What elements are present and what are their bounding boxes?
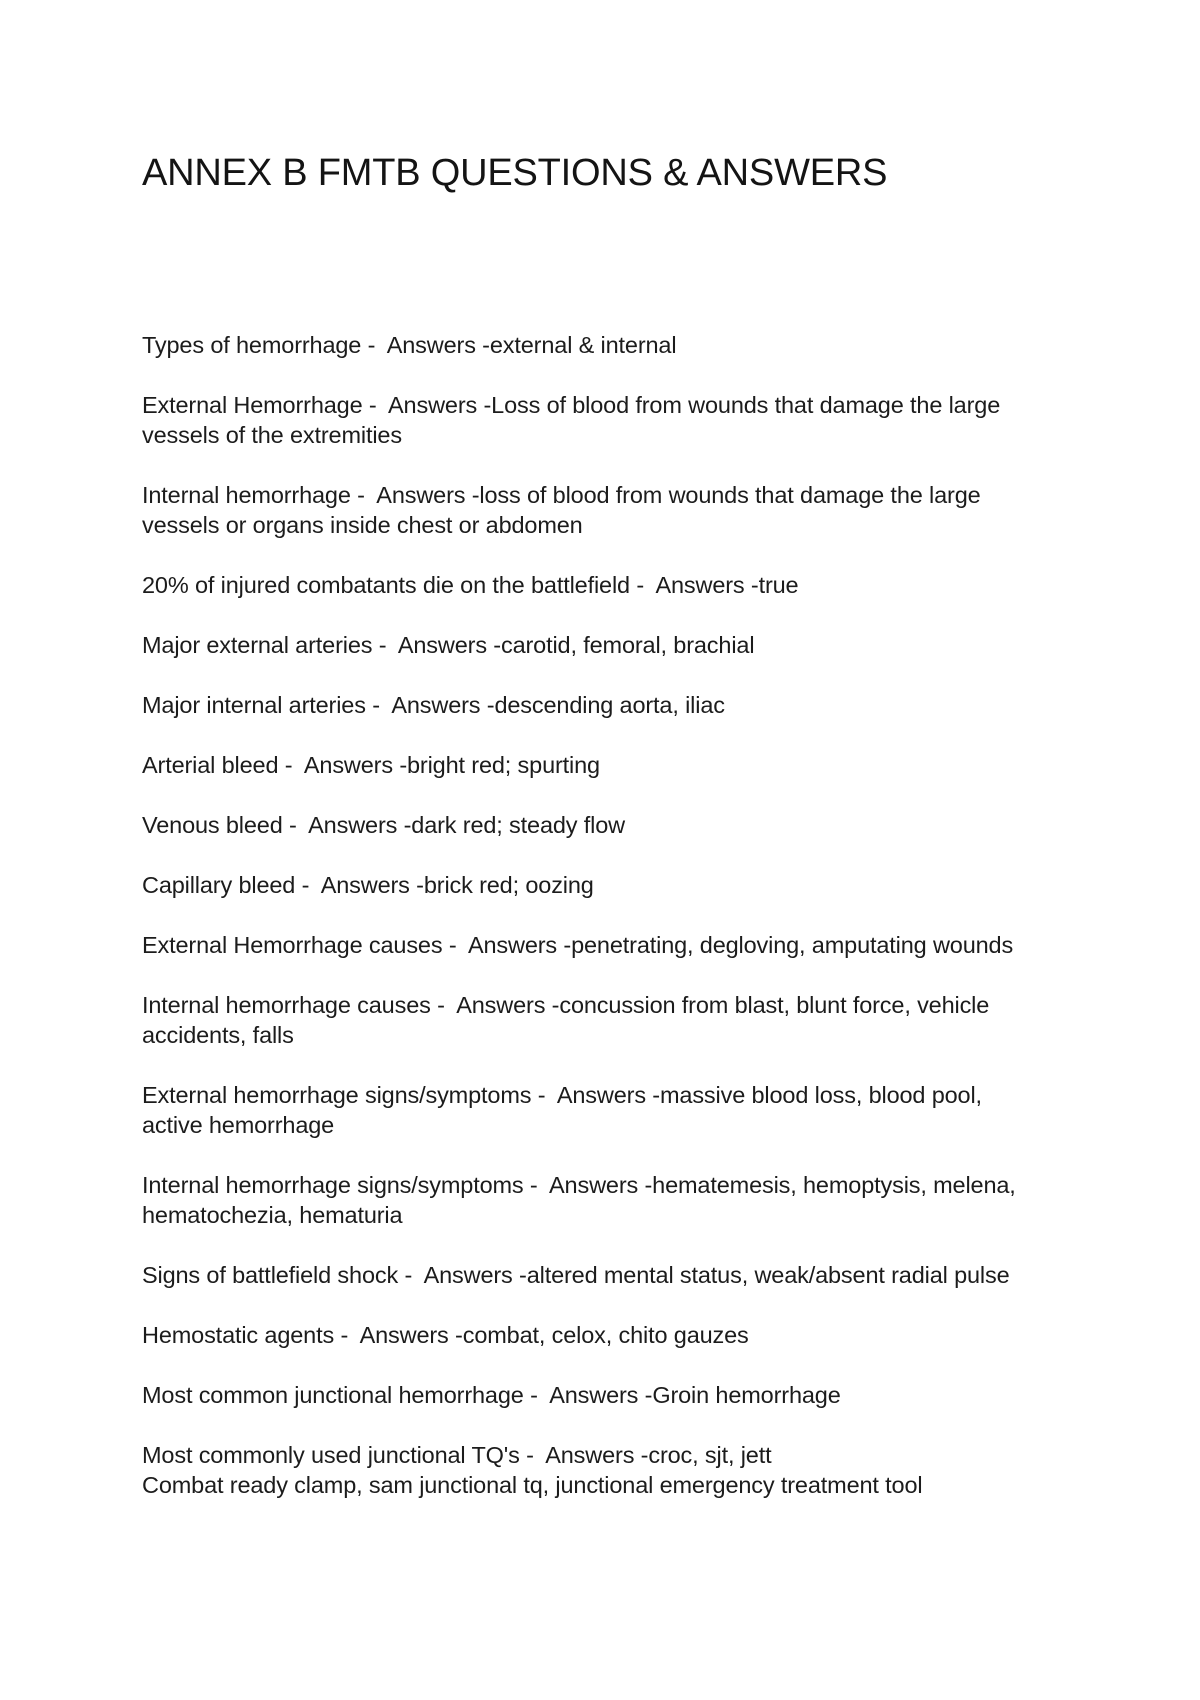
answer-separator: - Answers - <box>519 1442 649 1468</box>
qa-item-capillary-bleed <box>142 870 1042 900</box>
answer-text: dark red; steady flow <box>411 812 625 838</box>
qa-item-internal-hemorrhage <box>142 480 1042 540</box>
answer-text: loss of blood from wounds that damage the large vessels or organs inside chest or abdomen <box>142 482 981 538</box>
question-text: Types of hemorrhage <box>142 332 362 358</box>
qa-item-venous-bleed <box>142 810 1042 840</box>
qa-item-types-of-hemorrhage <box>142 330 1042 360</box>
question-text: Internal hemorrhage causes <box>142 992 431 1018</box>
answer-separator: - Answers - <box>365 692 495 718</box>
answer-text: Loss of blood from wounds that damage the large vessels of the extremities <box>142 392 1001 448</box>
qa-item-internal-hemorrhage-causes <box>142 990 1042 1050</box>
answer-text: combat, celox, chito gauzes <box>462 1322 749 1348</box>
qa-item-major-external-arteries <box>142 630 1042 660</box>
answer-separator: - Answers - <box>442 932 572 958</box>
qa-item-hemostatic-agents <box>142 1320 1042 1350</box>
answer-separator: - Answers - <box>361 332 490 358</box>
answer-text: croc, sjt, jett <box>648 1442 772 1468</box>
qa-item-arterial-bleed <box>142 750 1042 780</box>
question-text: Arterial bleed <box>142 752 279 778</box>
qa-item-external-hemorrhage-signs <box>142 1080 1042 1140</box>
answer-text: descending aorta, iliac <box>494 692 725 718</box>
answer-text-continued: Combat ready clamp, sam junctional tq, junctional emergency treatment tool <box>142 1472 923 1498</box>
answer-separator: - Answers - <box>398 1262 527 1288</box>
question-text: Hemostatic agents <box>142 1322 335 1348</box>
answer-text: true <box>758 572 799 598</box>
answer-separator: - Answers - <box>523 1382 653 1408</box>
question-text: Major external arteries <box>142 632 373 658</box>
question-text: Internal hemorrhage signs/symptoms <box>142 1172 524 1198</box>
qa-list <box>142 330 1042 1530</box>
qa-item-battlefield-deaths <box>142 570 1042 600</box>
question-text: Signs of battlefield shock <box>142 1262 399 1288</box>
question-text: External Hemorrhage causes <box>142 932 443 958</box>
answer-separator: - Answers - <box>282 812 412 838</box>
qa-item-external-hemorrhage <box>142 390 1042 450</box>
question-text: Major internal arteries <box>142 692 366 718</box>
answer-text: carotid, femoral, brachial <box>500 632 755 658</box>
answer-text: external & internal <box>489 332 677 358</box>
answer-text: massive blood loss, blood pool, active hemorrhage <box>142 1082 982 1138</box>
question-text: External hemorrhage signs/symptoms <box>142 1082 532 1108</box>
answer-text: concussion from blast, blunt force, vehicle accidents, falls <box>142 992 990 1048</box>
answer-separator: - Answers - <box>523 1172 653 1198</box>
page-title: ANNEX B FMTB QUESTIONS & ANSWERS <box>142 152 888 194</box>
answer-text: penetrating, degloving, amputating wounds <box>571 932 1014 958</box>
answer-text: brick red; oozing <box>423 872 594 898</box>
answer-separator: - Answers - <box>278 752 408 778</box>
answer-text: altered mental status, weak/absent radial pulse <box>526 1262 1010 1288</box>
answer-separator: - Answers - <box>295 872 424 898</box>
qa-item-battlefield-shock-signs <box>142 1260 1042 1290</box>
answer-separator: - Answers - <box>350 482 480 508</box>
answer-separator: - Answers - <box>430 992 560 1018</box>
question-text: Most common junctional hemorrhage <box>142 1382 524 1408</box>
answer-separator: - Answers - <box>372 632 501 658</box>
answer-separator: - Answers - <box>362 392 492 418</box>
qa-item-junctional-tqs <box>142 1440 1042 1500</box>
qa-item-internal-hemorrhage-signs <box>142 1170 1042 1230</box>
answer-text: hematemesis, hemoptysis, melena, hematochezia, hematuria <box>142 1172 1016 1228</box>
answer-text: bright red; spurting <box>407 752 600 778</box>
qa-item-major-internal-arteries <box>142 690 1042 720</box>
question-text: 20% of injured combatants die on the battlefield <box>142 572 630 598</box>
question-text: Capillary bleed <box>142 872 296 898</box>
answer-separator: - Answers - <box>629 572 759 598</box>
question-text: External Hemorrhage <box>142 392 363 418</box>
question-text: Most commonly used junctional TQ's <box>142 1442 520 1468</box>
question-text: Venous bleed <box>142 812 283 838</box>
answer-text: Groin hemorrhage <box>652 1382 841 1408</box>
qa-item-external-hemorrhage-causes <box>142 930 1042 960</box>
answer-separator: - Answers - <box>334 1322 463 1348</box>
qa-item-common-junctional-hemorrhage <box>142 1380 1042 1410</box>
answer-separator: - Answers - <box>531 1082 660 1108</box>
question-text: Internal hemorrhage <box>142 482 351 508</box>
